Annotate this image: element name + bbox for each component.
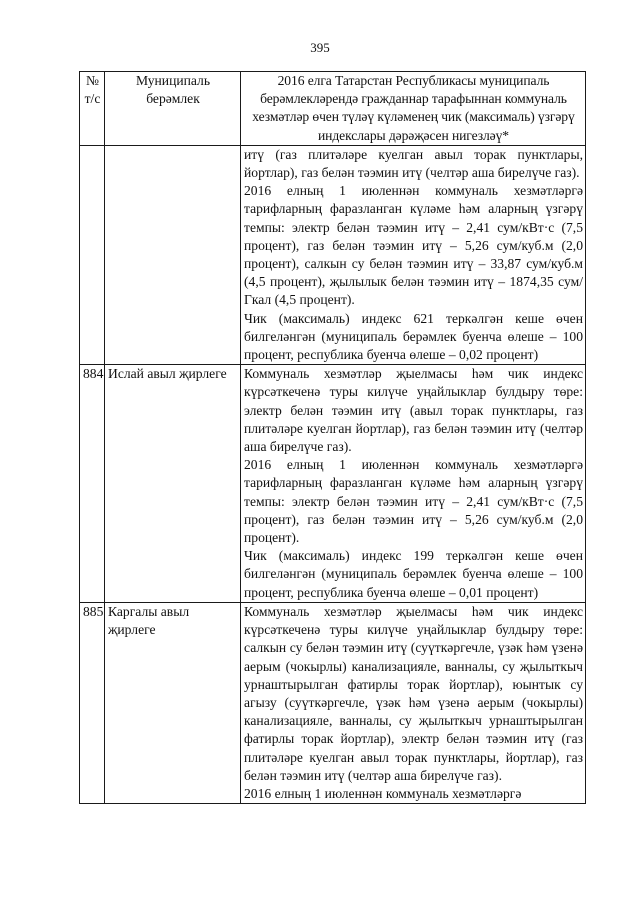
header-number: № т/с xyxy=(80,72,105,146)
row-number xyxy=(80,145,105,364)
header-justification: 2016 елга Татарстан Республикасы муниципаль берәмлекләрендә гражданнар тарафыннан коммуналь хезмәтләр өчен түләү күләменең чик (максималь) үзгәрү индекслары дәрәҗәсен нигезләү* xyxy=(241,72,586,146)
justification-paragraph: итү (газ плитәләре куелган авыл торак пунктлары, йортлар), газ белән тәэмин итү (челтәр аша бирелүче газ). xyxy=(244,146,583,181)
row-number: 885 xyxy=(80,602,105,803)
justification-paragraph: 2016 елның 1 июленнән коммуналь хезмәтләргә тарифларның фаразланган күләме һәм аларның үзгәрү темпы: электр белән тәэмин итү – 2,41 сум/кВт·с (7,5 процент), газ белән тәэмин итү – 5,26 сум/куб.м (2,0 процент), салкын су белән тәэмин итү – 33,87 сум/куб.м (4,5 процент), җылылык белән тәэмин итү – 1874,35 сум/Гкал (4,5 процент). xyxy=(244,183,583,308)
table-row xyxy=(80,145,586,364)
justification-paragraph: 2016 елның 1 июленнән коммуналь хезмәтләргә тарифларның фаразланган күләме һәм аларның үзгәрү темпы: электр белән тәэмин итү – 2,41 сум/кВт·с (7,5 процент), газ белән тәэмин итү – 5,26 сум/куб.м (2,0 процент). xyxy=(244,457,583,546)
row-municipality xyxy=(105,145,241,364)
justification-paragraph: 2016 елның 1 июленнән коммуналь хезмәтләргә xyxy=(244,785,522,801)
table-row xyxy=(80,365,586,603)
justification-paragraph: Коммуналь хезмәтләр җыелмасы һәм чик индекс күрсәткеченә туры килүче уңайлыклар булдыру төре: электр белән тәэмин итү (авыл торак пунктлары, газ плитәләре куелган йортлар), газ белән тәэмин итү (челтәр аша бирелүче газ). xyxy=(244,366,583,455)
page-number: 395 xyxy=(310,40,330,55)
table-header-row xyxy=(80,72,586,146)
tariff-index-table xyxy=(79,71,586,804)
row-number: 884 xyxy=(80,365,105,603)
row-municipality: Каргалы авыл җирлеге xyxy=(105,602,241,803)
row-justification xyxy=(241,602,586,803)
row-municipality: Ислай авыл җирлеге xyxy=(105,365,241,603)
row-justification xyxy=(241,145,586,364)
header-municipality: Муниципаль берәмлек xyxy=(105,72,241,146)
justification-paragraph: Чик (максималь) индекс 199 теркәлгән кеше өчен билгеләнгән (муниципаль берәмлек буенча өлеше – 100 процент, республика буенча өлеше – 0,01 процент) xyxy=(244,548,583,600)
table-row xyxy=(80,602,586,803)
row-justification xyxy=(241,365,586,603)
justification-paragraph: Чик (максималь) индекс 621 теркәлгән кеше өчен билгеләнгән (муниципаль берәмлек буенча өлеше – 100 процент, республика буенча өлеше – 0,02 процент) xyxy=(244,310,583,363)
justification-paragraph: Коммуналь хезмәтләр җыелмасы һәм чик индекс күрсәткеченә туры килүче уңайлыклар булдыру төре: салкын су белән тәэмин итү (суүткәргечле, үзәк һәм үзенә аерым (чокырлы) канализацияле, ванналы, су җылыткыч урнаштырылган фатирлы торак йортлар), юынтык су агызу (суүткәргечле, үзәк һәм үзенә аерым (чокырлы) канализацияле, ванналы, су җылыткыч урнаштырылган фатирлы торак йортлар), электр белән тәэмин итү (газ плитәләре куелган авыл торак пунктлары, йортлар), газ белән тәэмин итү (челтәр аша бирелүче газ). xyxy=(244,603,583,783)
